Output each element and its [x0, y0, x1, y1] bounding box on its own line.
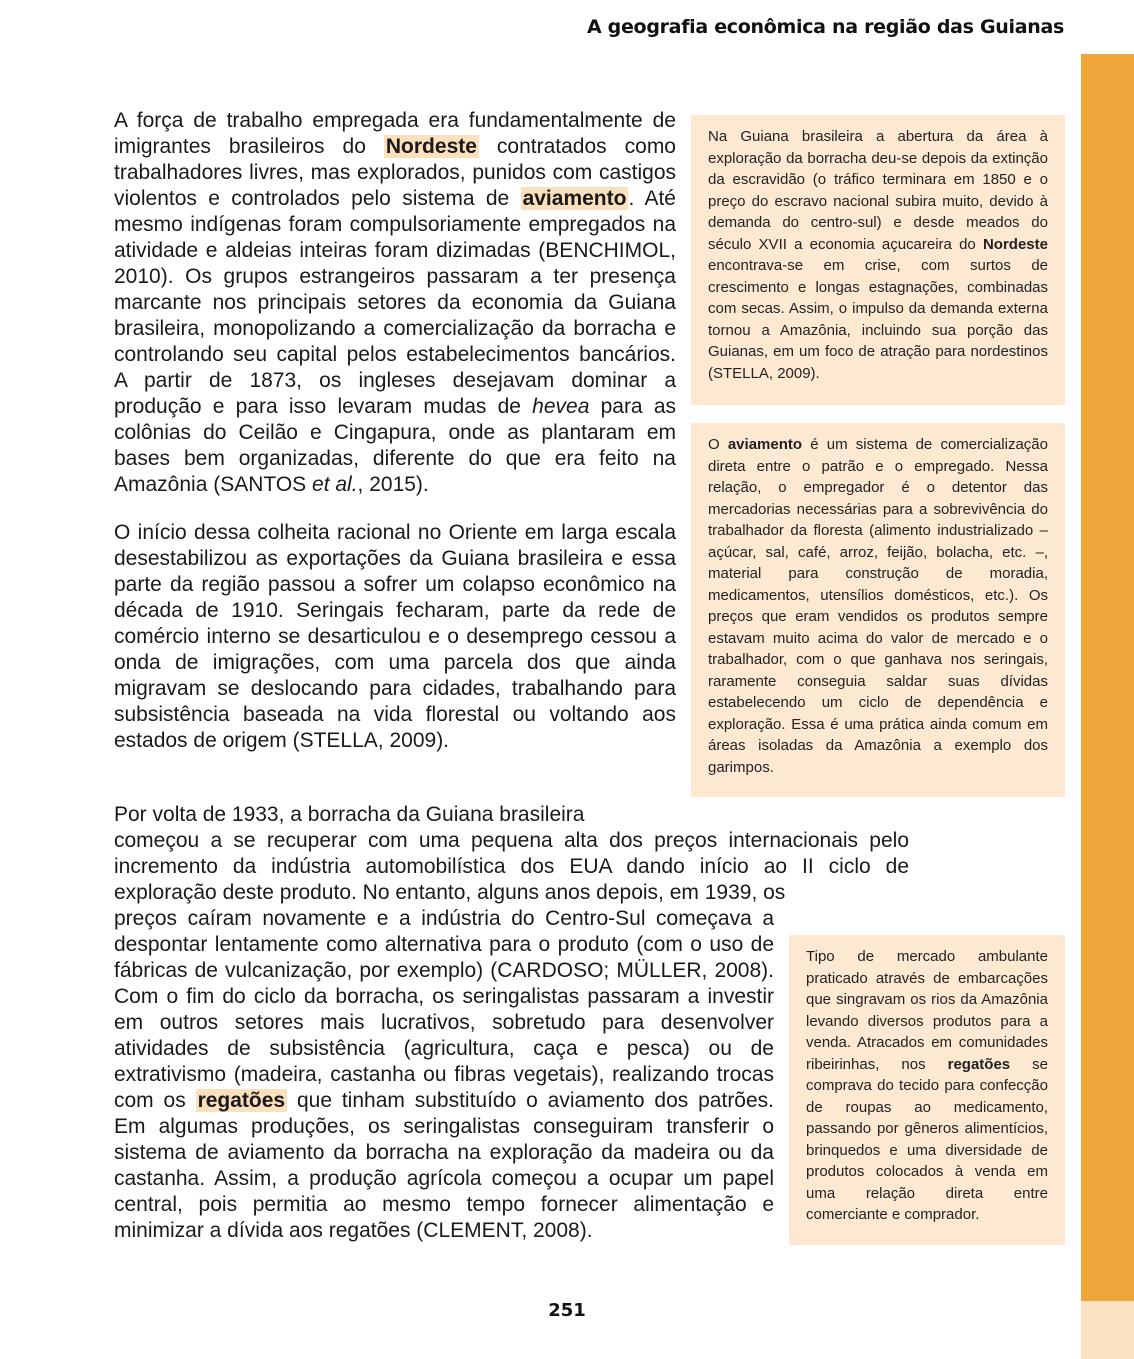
bold-aviamento: aviamento [727, 436, 803, 453]
bold-nordeste: Nordeste [982, 235, 1048, 253]
italic-et-al: et al. [312, 473, 358, 496]
paragraph-1 [114, 108, 676, 498]
text-run: , 2015). [357, 473, 429, 496]
paragraph-2: O início dessa colheita racional no Oriente em larga escala desestabilizou as exportações da Guiana brasileira e essa parte da região passou a sofrer um colapso econômico na década de 1910. Seringais fecharam, parte da rede de comércio interno se desarticulou e o desemprego cessou a onda de imigrações, com uma parcela dos que ainda migravam se deslocando para cidades, trabalhando para subsistência baseada na vida florestal ou voltando aos estados de origem (STELLA, 2009). [114, 521, 676, 752]
paragraph-3-wide: começou a se recuperar com uma pequena alta dos preços internacionais pelo incremento da indústria automobilística dos EUA dando início ao II ciclo de exploração deste produto. No entanto, alguns anos depois, em 1939, os [114, 829, 909, 904]
chapter-side-tab [1081, 54, 1134, 1301]
paragraph-3-rest [114, 906, 774, 1244]
text-run: Tipo de mercado ambulante praticado através de embarcações que singravam os rios da Amazônia levando diversos produtos para a venda. Atracados em comunidades ribeirinhas, nos [806, 948, 1048, 1073]
highlight-nordeste: Nordeste [385, 135, 477, 158]
page-number: 251 [548, 1300, 586, 1321]
text-run: O [708, 436, 728, 453]
margin-note-aviamento [691, 423, 1065, 797]
text-run: contratados como trabalhadores livres, mas explorados, punidos com castigos violentos e controlados pelo sistema de [114, 135, 676, 210]
highlight-regatoes: regatões [197, 1089, 286, 1112]
text-run: para as colônias do Ceilão e Cingapura, onde as plantaram em bases bem organizadas, diferente do que era feito na Amazônia (SANTOS [114, 395, 676, 496]
text-run: A força de trabalho empregada era fundamentalmente de imigrantes brasileiros do [114, 109, 676, 158]
running-header: A geografia econômica na região das Guianas [586, 16, 1064, 38]
text-run: encontrava-se em crise, com surtos de crescimento e longas estagnações, combinadas com secas. Assim, o impulso da demanda externa tornou a Amazônia, incluindo sua porção das Guianas, em um foco de atração para nordestinos (STELLA, 2009). [708, 257, 1048, 382]
text-run: é um sistema de comercialização direta entre o patrão e o empregado. Nessa relação, o empregador é o detentor das mercadorias necessárias para a sobrevivência do trabalhador da floresta (alimento industrializado – açúcar, sal, café, arroz, feijão, bolacha, etc. –, material para construção de moradia, medicamentos, utensílios domésticos, etc.). Os preços que eram vendidos os produtos sempre estavam muito acima do valor de mercado e o trabalhador, com o que ganhava nos seringais, raramente conseguia saldar suas dívidas estabelecendo um ciclo de dependência e exploração. Essa é uma prática ainda comum em áreas isoladas da Amazônia a exemplo dos garimpos. [708, 436, 1048, 776]
margin-note-regatoes [789, 935, 1065, 1245]
text-run: Na Guiana brasileira a abertura da área à exploração da borracha deu-se depois da extinção da escravidão (o tráfico terminara em 1850 e o preço do escravo nacional subira muito, devido à demanda do centro-sul) e desde meados do século XVII a economia açucareira do [708, 128, 1048, 253]
italic-hevea: hevea [532, 395, 590, 418]
text-run: que tinham substituído o aviamento dos patrões. Em algumas produções, os seringalistas conseguiram transferir o sistema de aviamento da borracha na exploração da madeira ou da castanha. Assim, a produção agrícola começou a ocupar um papel central, pois permitia ao mesmo tempo fornecer alimentação e minimizar a dívida aos regatões (CLEMENT, 2008). [114, 1089, 774, 1242]
side-strip-top [1081, 0, 1134, 54]
text-run: se comprava do tecido para confecção de roupas ao medicamento, passando por gêneros alimentícios, brinquedos e uma diversidade de produtos colocados à venda em uma relação direta entre comerciante e comprador. [806, 1055, 1049, 1223]
margin-note-nordeste [691, 115, 1065, 405]
bold-regatoes: regatões [947, 1055, 1011, 1073]
text-run: preços caíram novamente e a indústria do Centro-Sul começava a despontar lentamente como alternativa para o produto (com o uso de fábricas de vulcanização, por exemplo) (CARDOSO; MÜLLER, 2008). Com o fim do ciclo da borracha, os seringalistas passaram a investir em outros setores mais lucrativos, sobretudo para desenvolver atividades de subsistência (agricultura, caça e pesca) ou de extrativismo (madeira, castanha ou fibras vegetais), realizando trocas com os [114, 907, 774, 1112]
highlight-aviamento: aviamento [522, 187, 627, 210]
paragraph-3-line-1: Por volta de 1933, a borracha da Guiana brasileira [114, 803, 585, 826]
text-run: . Até mesmo indígenas foram compulsoriamente empregados na atividade e aldeias inteiras foram dizimadas (BENCHIMOL, 2010). Os grupos estrangeiros passaram a ter presença marcante nos principais setores da economia da Guiana brasileira, monopolizando a comercialização da borracha e controlando seu capital pelos estabelecimentos bancários. A partir de 1873, os ingleses desejavam dominar a produção e para isso levaram mudas de [114, 187, 676, 418]
